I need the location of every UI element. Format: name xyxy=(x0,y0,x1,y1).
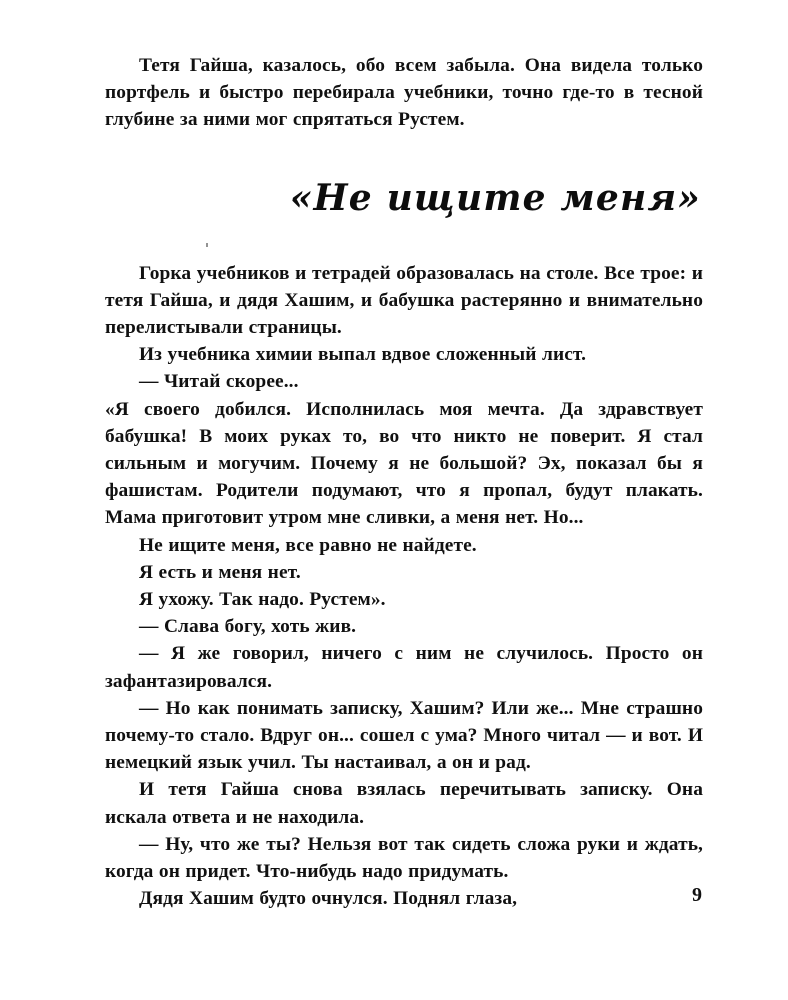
text-block xyxy=(105,52,703,912)
paragraph-dyadya: Дядя Хашим будто очнулся. Поднял глаза, xyxy=(139,888,518,910)
paragraph-letter: «Я своего добился. Исполнилась моя мечта. Да здравствует бабушка! В моих руках то, во что никто не поверит. Я стал сильным и могучим. Почему я не большой? Эх, показал бы я фашистам. Родители подумают, что я пропал, будут плакать. Мама приготовит утром мне сливки, а меня нет. Но... xyxy=(105,398,703,529)
paragraph-opening: Тетя Гайша, казалось, обо всем забыла. Она видела только портфель и быстро перебирала учебники, точно где-то в тесной глубине за ними мог спрятаться Рустем. xyxy=(105,55,703,131)
paragraph-no-kak: — Но как понимать записку, Хашим? Или же... Мне страшно почему-то стало. Вдруг он... сошел с ума? Много читал — и вот. И немецкий язык учил. Ты настаивал, а он и рад. xyxy=(105,697,703,774)
paragraph-slava-bogu: — Слава богу, хоть жив. xyxy=(139,616,357,638)
paragraph-himii: Из учебника химии выпал вдвое сложенный лист. xyxy=(139,344,587,366)
paragraph-ya-zhe-govoril: — Я же говорил, ничего с ним не случилось. Просто он зафантазировался. xyxy=(105,643,703,692)
paragraph-i-tetya: И тетя Гайша снова взялась перечитывать записку. Она искала ответа и не находила. xyxy=(105,779,703,828)
page-number: 9 xyxy=(692,884,702,906)
paragraph-ya-est: Я есть и меня нет. xyxy=(139,561,301,583)
chapter-heading-wrap xyxy=(105,176,703,220)
paragraph-chitay: — Читай скорее... xyxy=(139,371,299,393)
paragraph-gorka: Горка учебников и тетрадей образовалась на столе. Все трое: и тетя Гайша, и дядя Хашим, и бабушка растерянно и внимательно перелистывали страницы. xyxy=(105,262,703,339)
paragraph-ya-uhozhu: Я ухожу. Так надо. Рустем». xyxy=(139,589,386,611)
paragraph-ne-ischite: Не ищите меня, все равно не найдете. xyxy=(139,534,477,556)
chapter-heading: «Не ищите меня» xyxy=(289,176,701,219)
paragraph-nu-chto: — Ну, что же ты? Нельзя вот так сидеть сложа руки и ждать, когда он придет. Что-нибудь надо придумать. xyxy=(105,833,703,883)
